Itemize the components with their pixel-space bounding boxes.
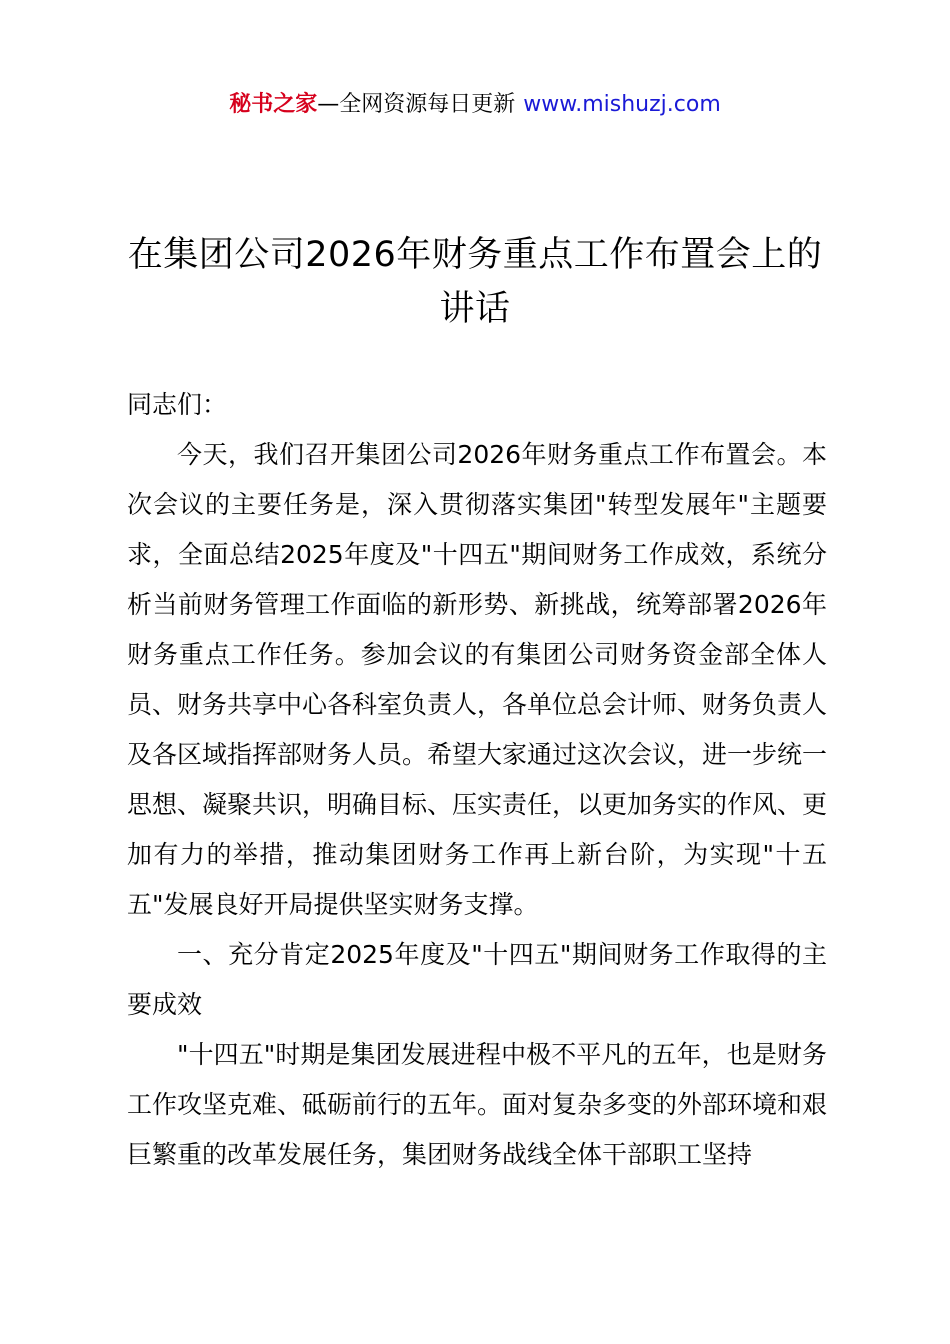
section-heading: 一、充分肯定2025年度及"十四五"期间财务工作取得的主要成效 xyxy=(127,940,827,1019)
intro-paragraph: 今天，我们召开集团公司2026年财务重点工作布置会。本次会议的主要任务是，深入贯彻落实集团"转型发展年"主题要求，全面总结2025年度及"十四五"期间财务工作成效，系统分析当前财务管理工作面临的新形势、新挑战，统筹部署2026年财务重点工作任务。参加会议的有集团公司财务资金部全体人员、财务共享中心各科室负责人，各单位总会计师、财务负责人及各区域指挥部财务人员。希望大家通过这次会议，进一步统一思想、凝聚共识，明确目标、压实责任，以更加务实的作风、更加有力的举措，推动集团财务工作再上新台阶，为实现"十五五"发展良好开局提供坚实财务支撑。 xyxy=(127,440,828,919)
header-tagline: —全网资源每日更新 xyxy=(317,92,516,117)
document-body xyxy=(127,380,827,1180)
site-header xyxy=(0,88,950,122)
site-url-link[interactable]: www.mishuzj.com xyxy=(523,92,721,117)
brand-name: 秘书之家 xyxy=(229,92,318,117)
section-paragraph: "十四五"时期是集团发展进程中极不平凡的五年，也是财务工作攻坚克难、砥砺前行的五年。面对复杂多变的外部环境和艰巨繁重的改革发展任务，集团财务战线全体干部职工坚持 xyxy=(127,1040,828,1169)
document-title: 在集团公司2026年财务重点工作布置会上的讲话 xyxy=(127,235,823,329)
salutation: 同志们： xyxy=(127,390,228,419)
